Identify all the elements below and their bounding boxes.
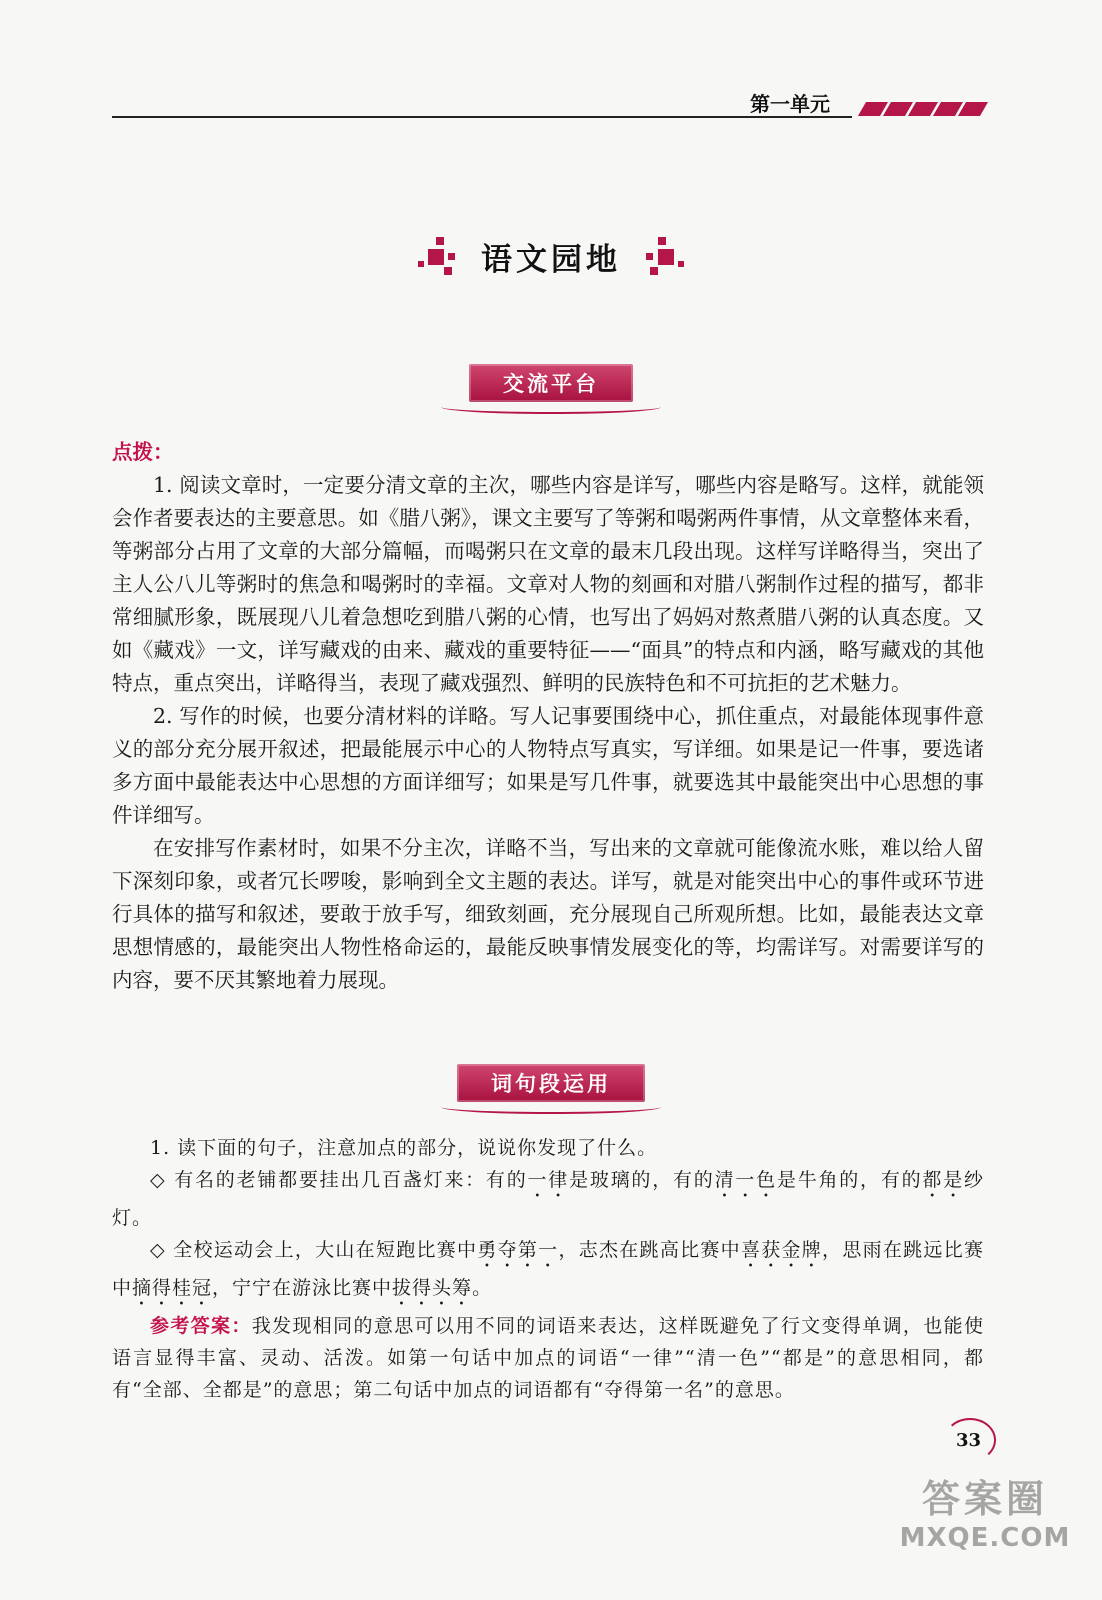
watermark-logo: 答案圈 <box>921 1477 1048 1521</box>
sentence-text: ◇ 全校运动会上，大山在短跑比赛中 <box>150 1239 478 1261</box>
example-sentence-2 <box>112 1234 984 1310</box>
dotted-word: 勇夺第一 <box>477 1239 559 1261</box>
banner-exchange-platform <box>0 364 1102 414</box>
sentence-text: 是牛角的，有的 <box>776 1169 923 1191</box>
dotted-word: 一律 <box>527 1169 570 1191</box>
sentence-text: ，志杰在跳高比赛中 <box>558 1239 741 1261</box>
section-title-row <box>0 234 1102 279</box>
banner-label: 词句段运用 <box>457 1064 645 1102</box>
exercise-question: 1. 读下面的句子，注意加点的部分，说说你发现了什么。 <box>150 1137 658 1159</box>
header-stripes-decoration <box>862 102 984 116</box>
tips-paragraph-1: 1. 阅读文章时，一定要分清文章的主次，哪些内容是详写，哪些内容是略写。这样，就能领会作者要表达的主要意思。如《腊八粥》，课文主要写了等粥和喝粥两件事情，从文章整体来看，等粥部分占用了文章的大部分篇幅，而喝粥只在文章的最末几段出现。这样写详略得当，突出了主人公八儿等粥时的焦急和喝粥时的幸福。文章对人物的刻画和对腊八粥制作过程的描写，都非常细腻形象，既展现八儿着急想吃到腊八粥的心情，也写出了妈妈对熬煮腊八粥的认真态度。又如《藏戏》一文，详写藏戏的由来、藏戏的重要特征——“面具”的特点和内涵，略写藏戏的其他特点，重点突出，详略得当，表现了藏戏强烈、鲜明的民族特色和不可抗拒的艺术魅力。 <box>112 473 984 695</box>
section-title: 语文园地 <box>481 242 621 278</box>
dotted-word: 喜获金牌 <box>740 1239 823 1261</box>
dotted-word: 都是 <box>922 1169 964 1191</box>
sentence-text: 是玻璃的，有的 <box>569 1169 715 1191</box>
banner-label: 交流平台 <box>469 364 633 402</box>
dotted-word: 摘得桂冠 <box>132 1277 213 1299</box>
banner-word-sentence-usage <box>0 1064 1102 1114</box>
dotted-word: 清一色 <box>714 1169 777 1191</box>
header-rule <box>112 116 852 118</box>
answer-label: 参考答案： <box>150 1315 252 1337</box>
answer-text: 我发现相同的意思可以用不同的词语来表达，这样既避免了行文变得单调，也能使语言显得丰富、灵动、活泼。如第一句话中加点的词语“一律”“清一色”“都是”的意思相同，都有“全部、全都是”的意思；第二句话中加点的词语都有“夺得第一名”的意思。 <box>112 1315 984 1401</box>
page-number: 33 <box>956 1430 982 1451</box>
dotted-word: 拔得头筹 <box>392 1277 473 1299</box>
watermark-url: MXQE.COM <box>899 1523 1071 1553</box>
tips-paragraph-3: 在安排写作素材时，如果不分主次，详略不当，写出来的文章就可能像流水账，难以给人留下深刻印象，或者冗长啰唆，影响到全文主题的表达。详写，就是对能突出中心的事件或环节进行具体的描写和叙述，要敢于放手写，细致刻画，充分展现自己所观所想。比如，最能表达文章思想情感的，最能突出人物性格命运的，最能反映事情发展变化的等，均需详写。对需要详写的内容，要不厌其繁地着力展现。 <box>112 836 984 992</box>
tips-label: 点拨： <box>112 440 174 464</box>
banner-scroll-decoration <box>441 1100 661 1114</box>
banner-scroll-decoration <box>441 400 661 414</box>
sentence-text: ，思雨在跳远比赛中 <box>112 1239 984 1299</box>
unit-title: 第一单元 <box>750 92 830 116</box>
sentence-text: 。 <box>472 1277 493 1299</box>
tips-paragraph-2: 2. 写作的时候，也要分清材料的详略。写人记事要围绕中心，抓住重点，对最能体现事件意义的部分充分展开叙述，把最能展示中心的人物特点写真实，写详细。如果是记一件事，要选诸多方面中最能表达中心思想的方面详细写；如果是写几件事，就要选其中最能突出中心思想的事件详细写。 <box>112 704 984 827</box>
example-sentence-1 <box>112 1164 984 1234</box>
reference-answer <box>112 1310 984 1406</box>
tips-section <box>112 436 984 997</box>
exercise-section <box>112 1132 984 1406</box>
title-left-decoration-icon <box>414 235 462 279</box>
sentence-text: ，宁宁在游泳比赛中 <box>212 1277 393 1299</box>
sentence-text: ◇ 有名的老铺都要挂出几百盏灯来：有的 <box>150 1169 528 1191</box>
title-right-decoration-icon <box>640 235 688 279</box>
watermark <box>880 1468 1090 1553</box>
sentence-text: 纱灯。 <box>112 1169 984 1229</box>
